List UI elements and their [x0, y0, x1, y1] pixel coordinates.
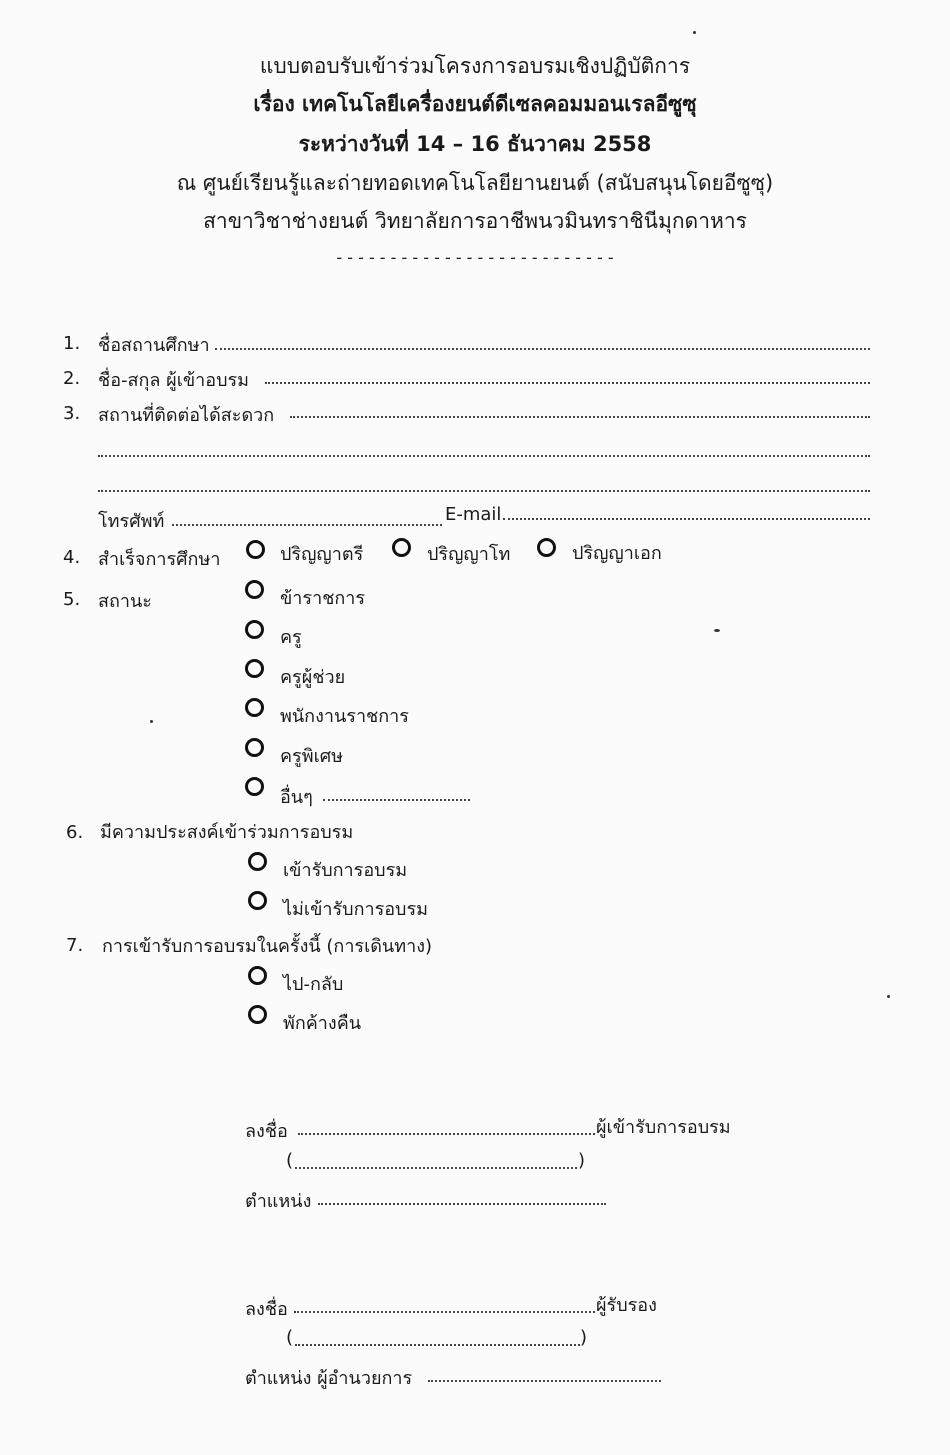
- certifier-sign-label: ลงชื่อ: [245, 1299, 288, 1320]
- participant-paren-close: ): [578, 1150, 586, 1171]
- department-line: สาขาวิชาช่างยนต์ วิทยาลัยการอาชีพนวมินทราชินีมุกดาหาร: [203, 209, 747, 233]
- participant-paren-open: (: [286, 1150, 294, 1171]
- item-number-7: 7.: [66, 935, 84, 956]
- certifier-position-field[interactable]: [428, 1380, 661, 1382]
- address-field-line-1[interactable]: [290, 416, 870, 418]
- school-label: ชื่อสถานศึกษา: [98, 335, 210, 356]
- address-field-line-2[interactable]: [98, 455, 870, 457]
- venue-line: ณ ศูนย์เรียนรู้และถ่ายทอดเทคโนโลยียานยนต์ (สนับสนุนโดยอีซูซุ): [176, 171, 774, 195]
- item-number-2: 2.: [63, 368, 81, 389]
- participant-signature-field[interactable]: [298, 1133, 595, 1135]
- phone-label: โทรศัพท์: [98, 511, 165, 532]
- radio-overnight[interactable]: [248, 1005, 267, 1024]
- certifier-paren-close: ): [580, 1327, 588, 1348]
- radio-attend[interactable]: [248, 852, 267, 871]
- name-label: ชื่อ-สกุล ผู้เข้าอบรม: [98, 370, 250, 391]
- scan-speck: [714, 629, 720, 632]
- certifier-position-label: ตำแหน่ง ผู้อำนวยการ: [245, 1368, 413, 1389]
- scan-speck: [887, 995, 890, 998]
- header-divider: - - - - - - - - - - - - - - - - - - - - - - - - - -: [336, 248, 614, 267]
- option-civil-servant: ข้าราชการ: [280, 588, 366, 609]
- radio-government-employee[interactable]: [245, 698, 264, 717]
- address-field-line-3[interactable]: [98, 490, 870, 492]
- scan-speck: [693, 31, 696, 34]
- name-field[interactable]: [265, 382, 870, 384]
- option-teacher: ครู: [280, 627, 302, 648]
- certifier-role: ผู้รับรอง: [596, 1295, 657, 1316]
- other-field[interactable]: [323, 799, 470, 801]
- participant-sign-label: ลงชื่อ: [245, 1121, 288, 1142]
- scan-speck: [150, 720, 153, 723]
- participant-name-field[interactable]: [295, 1167, 577, 1169]
- item-number-6: 6.: [66, 822, 84, 843]
- phone-field[interactable]: [172, 524, 442, 526]
- radio-bachelor[interactable]: [246, 540, 265, 559]
- participant-position-label: ตำแหน่ง: [245, 1191, 312, 1212]
- option-attend: เข้ารับการอบรม: [283, 860, 408, 881]
- option-special-teacher: ครูพิเศษ: [280, 746, 344, 767]
- intent-label: มีความประสงค์เข้าร่วมการอบรม: [100, 822, 354, 843]
- radio-civil-servant[interactable]: [245, 580, 264, 599]
- education-label: สำเร็จการศึกษา: [98, 549, 221, 570]
- item-number-5: 5.: [63, 589, 81, 610]
- date-line: ระหว่างวันที่ 14 – 16 ธันวาคม 2558: [298, 132, 652, 156]
- item-number-4: 4.: [63, 547, 81, 568]
- participant-position-field[interactable]: [318, 1203, 606, 1205]
- radio-round-trip[interactable]: [248, 966, 267, 985]
- radio-other[interactable]: [245, 777, 264, 796]
- course-title: เรื่อง เทคโนโลยีเครื่องยนต์ดีเซลคอมมอนเรลอีซูซุ: [253, 92, 697, 116]
- option-master: ปริญญาโท: [427, 544, 511, 565]
- option-bachelor: ปริญญาตรี: [280, 544, 364, 565]
- status-label: สถานะ: [98, 591, 152, 612]
- radio-special-teacher[interactable]: [245, 738, 264, 757]
- participant-role: ผู้เข้ารับการอบรม: [596, 1117, 731, 1138]
- travel-label: การเข้ารับการอบรมในครั้งนี้ (การเดินทาง): [102, 936, 433, 957]
- option-other: อื่นๆ: [280, 787, 313, 808]
- option-government-employee: พนักงานราชการ: [280, 706, 409, 727]
- option-overnight: พักค้างคืน: [283, 1013, 362, 1034]
- option-round-trip: ไป-กลับ: [283, 974, 344, 995]
- option-doctorate: ปริญญาเอก: [572, 543, 662, 564]
- radio-not-attend[interactable]: [248, 891, 267, 910]
- item-number-3: 3.: [63, 403, 81, 424]
- radio-doctorate[interactable]: [537, 538, 556, 557]
- radio-assistant-teacher[interactable]: [245, 659, 264, 678]
- email-label: E-mail: [445, 504, 502, 525]
- form-title: แบบตอบรับเข้าร่วมโครงการอบรมเชิงปฏิบัติการ: [259, 54, 691, 78]
- school-field[interactable]: [215, 348, 870, 350]
- radio-master[interactable]: [392, 538, 411, 557]
- email-field[interactable]: [503, 518, 870, 520]
- option-not-attend: ไม่เข้ารับการอบรม: [283, 899, 429, 920]
- radio-teacher[interactable]: [245, 620, 264, 639]
- address-label: สถานที่ติดต่อได้สะดวก: [98, 405, 275, 426]
- certifier-signature-field[interactable]: [294, 1311, 595, 1313]
- item-number-1: 1.: [63, 333, 81, 354]
- certifier-paren-open: (: [286, 1327, 294, 1348]
- option-assistant-teacher: ครูผู้ช่วย: [280, 667, 346, 688]
- certifier-name-field[interactable]: [295, 1344, 580, 1346]
